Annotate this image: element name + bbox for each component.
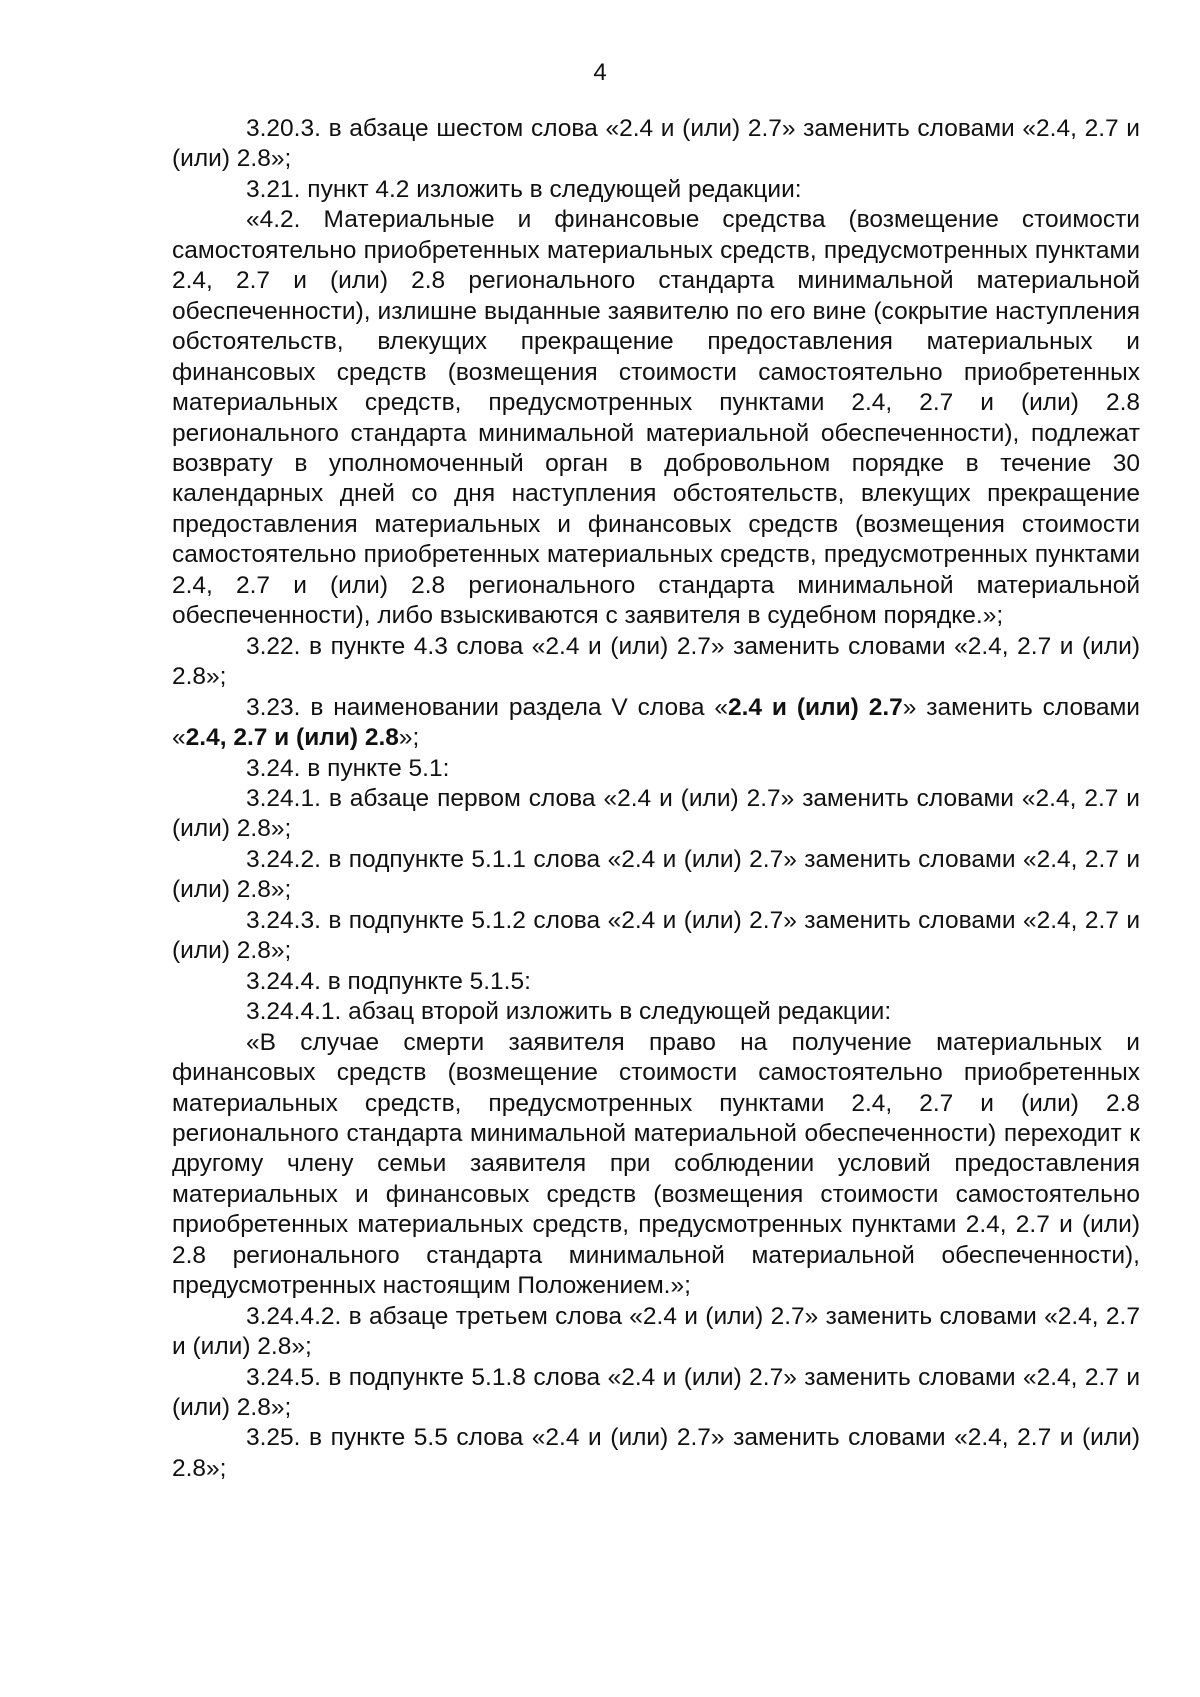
page-number: 4 [593,59,607,86]
paragraph-3-21: 3.21. пункт 4.2 изложить в следующей редакции: [246,175,802,203]
paragraph-3-24-2: 3.24.2. в подпункте 5.1.1 слова «2.4 и (или) 2.7» заменить словами «2.4, 2.7 и (или) 2.8»; [172,845,1140,904]
paragraph-3-23 [172,693,1140,754]
paragraph-3-23-bold-2: 2.4, 2.7 и (или) 2.8 [185,724,399,752]
paragraph-3-24-4: 3.24.4. в подпункте 5.1.5: [246,967,531,995]
paragraph-5-1-5-quote: «В случае смерти заявителя право на получение материальных и финансовых средств (возмещение стоимости самостоятельно приобретенных материальных средств, предусмотренных пунктами 2.4, 2.7 и (или) 2.8 регионального стандарта минимальной материальной обеспеченности) переходит к другому члену семьи заявителя при соблюдении условий предоставления материальных и финансовых средств (возмещения стоимости самостоятельно приобретенных материальных средств, предусмотренных пунктами 2.4, 2.7 и (или) 2.8 регионального стандарта минимальной материальной обеспеченности), предусмотренных настоящим Положением.»; [172,1028,1140,1300]
paragraph-3-24-1: 3.24.1. в абзаце первом слова «2.4 и (или) 2.7» заменить словами «2.4, 2.7 и (или) 2.8»; [172,784,1140,843]
paragraph-3-23-part-3: »; [398,724,420,752]
paragraph-3-20-3: 3.20.3. в абзаце шестом слова «2.4 и (или) 2.7» заменить словами «2.4, 2.7 и (или) 2.8»; [172,115,1140,173]
paragraph-3-22: 3.22. в пункте 4.3 слова «2.4 и (или) 2.7» заменить словами «2.4, 2.7 и (или) 2.8»; [172,632,1140,691]
paragraph-3-24: 3.24. в пункте 5.1: [246,754,450,782]
paragraph-3-24-3: 3.24.3. в подпункте 5.1.2 слова «2.4 и (или) 2.7» заменить словами «2.4, 2.7 и (или) 2.8»; [172,906,1140,965]
paragraph-3-24-5: 3.24.5. в подпункте 5.1.8 слова «2.4 и (или) 2.7» заменить словами «2.4, 2.7 и (или) 2.8»; [172,1363,1140,1422]
paragraph-3-23-part-1: 3.23. в наименовании раздела V слова « [246,693,728,721]
document-body [172,114,1140,1484]
paragraph-3-23-part-2: » заменить словами « [172,693,1140,752]
paragraph-3-24-4-2: 3.24.4.2. в абзаце третьем слова «2.4 и (или) 2.7» заменить словами «2.4, 2.7 и (или) 2.8»; [172,1302,1140,1361]
paragraph-4-2-quote: «4.2. Материальные и финансовые средства (возмещение стоимости самостоятельно приобретенных материальных средств, предусмотренных пунктами 2.4, 2.7 и (или) 2.8 регионального стандарта минимальной материальной обеспеченности), излишне выданные заявителю по его вине (сокрытие наступления обстоятельств, влекущих прекращение предоставления материальных и финансовых средств (возмещения стоимости самостоятельно приобретенных материальных средств, предусмотренных пунктами 2.4, 2.7 и (или) 2.8 регионального стандарта минимальной материальной обеспеченности), подлежат возврату в уполномоченный орган в добровольном порядке в течение 30 календарных дней со дня наступления обстоятельств, влекущих прекращение предоставления материальных и финансовых средств (возмещения стоимости самостоятельно приобретенных материальных средств, предусмотренных пунктами 2.4, 2.7 и (или) 2.8 регионального стандарта минимальной материальной обеспеченности), либо взыскиваются с заявителя в судебном порядке.»; [172,206,1140,630]
paragraph-3-24-4-1: 3.24.4.1. абзац второй изложить в следующей редакции: [246,998,892,1026]
paragraph-3-25: 3.25. в пункте 5.5 слова «2.4 и (или) 2.7» заменить словами «2.4, 2.7 и (или) 2.8»; [172,1424,1140,1482]
paragraph-3-23-bold-1: 2.4 и (или) 2.7 [727,693,903,721]
